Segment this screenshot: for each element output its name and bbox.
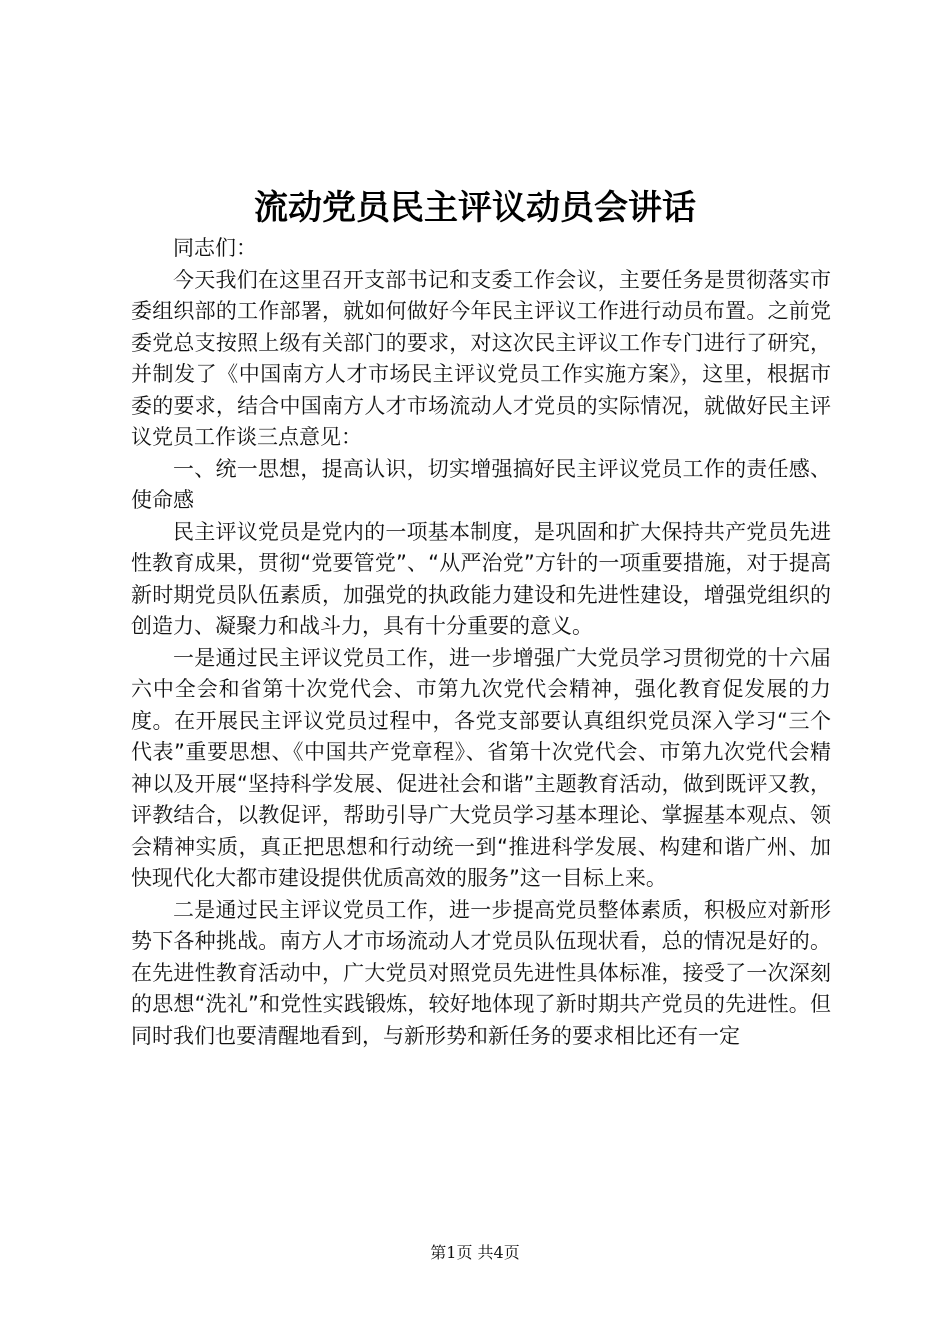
paragraph-heading-1: 一、统一思想，提高认识，切实增强搞好民主评议党员工作的责任感、使命感 bbox=[131, 456, 831, 512]
paragraph-intro: 今天我们在这里召开支部书记和支委工作会议，主要任务是贯彻落实市委组织部的工作部署，就如何做好今年民主评议工作进行动员布置。之前党委党总支按照上级有关部门的要求，对这次民主评议工作专门进行了研究，并制发了《中国南方人才市场民主评议党员工作实施方案》，这里，根据市委的要求，结合中国南方人才市场流动人才党员的实际情况，就做好民主评议党员工作谈三点意见： bbox=[131, 267, 831, 449]
paragraph-point-2: 二是通过民主评议党员工作，进一步提高党员整体素质，积极应对新形势下各种挑战。南方人才市场流动人才党员队伍现状看，总的情况是好的。在先进性教育活动中，广大党员对照党员先进性具体标准，接受了一次深刻的思想“洗礼”和党性实践锻炼，较好地体现了新时期共产党员的先进性。但同时我们也要清醒地看到，与新形势和新任务的要求相比还有一定 bbox=[131, 897, 831, 1048]
document-title: 流动党员民主评议动员会讲话 bbox=[254, 188, 696, 228]
paragraph-significance: 民主评议党员是党内的一项基本制度，是巩固和扩大保持共产党员先进性教育成果，贯彻“党要管党”、“从严治党”方针的一项重要措施，对于提高新时期党员队伍素质，加强党的执政能力建设和先进性建设，增强党组织的创造力、凝聚力和战斗力，具有十分重要的意义。 bbox=[131, 519, 831, 638]
page-footer: 第1页 共4页 bbox=[430, 1243, 520, 1262]
document-body bbox=[131, 233, 831, 1052]
paragraph-salutation: 同志们： bbox=[173, 236, 257, 260]
paragraph-point-1: 一是通过民主评议党员工作，进一步增强广大党员学习贯彻党的十六届六中全会和省第十次党代会、市第九次党代会精神，强化教育促发展的力度。在开展民主评议党员过程中，各党支部要认真组织党员深入学习“三个代表”重要思想、《中国共产党章程》、省第十次党代会、市第九次党代会精神以及开展“坚持科学发展、促进社会和谐”主题教育活动，做到既评又教，评教结合，以教促评，帮助引导广大党员学习基本理论、掌握基本观点、领会精神实质，真正把思想和行动统一到“推进科学发展、构建和谐广州、加快现代化大都市建设提供优质高效的服务”这一目标上来。 bbox=[131, 645, 831, 890]
